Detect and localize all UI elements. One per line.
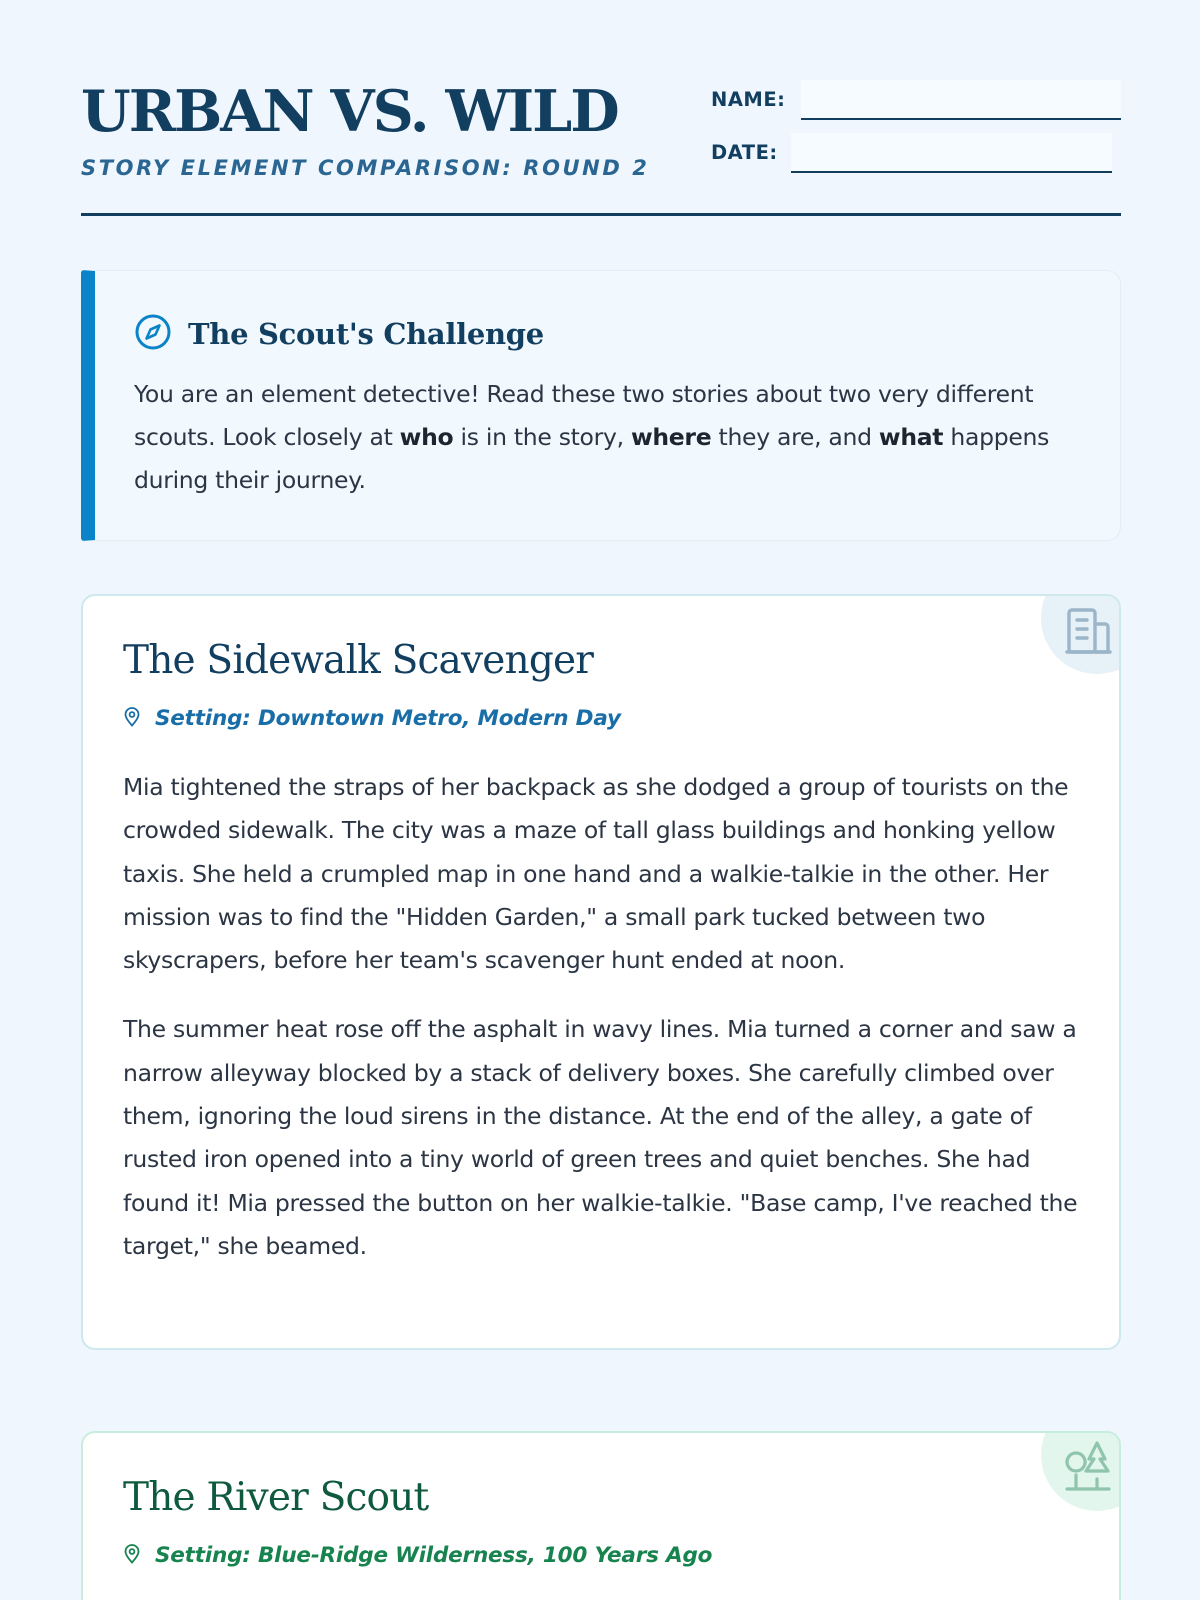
story-paragraph: The summer heat rose off the asphalt in wavy lines. Mia turned a corner and saw a narrow alleyway blocked by a stack of delivery boxes. She carefully climbed over them, ignoring the loud sirens in the distance. At the end of the alley, a gate of rusted iron opened into a tiny world of green trees and quiet benches. She had found it! Mia pressed the button on her walkie-talkie. "Base camp, I've reached the target," she beamed.: [123, 1015, 1078, 1260]
emphasis-what: what: [878, 423, 944, 451]
story-title: The Sidewalk Scavenger: [123, 638, 594, 683]
challenge-box: [81, 270, 1121, 541]
name-field[interactable]: [801, 80, 1121, 120]
worksheet-page: [81, 0, 1121, 1568]
challenge-instructions: You are an element detective! Read these two stories about two very different scouts. Look closely at who is in the story, where they are, and what happens during their journey.: [134, 380, 1050, 494]
story-title: The River Scout: [123, 1475, 429, 1520]
page-title: URBAN VS. WILD: [81, 78, 618, 145]
name-label: NAME:: [711, 88, 786, 111]
story-paragraph: Mia tightened the straps of her backpack as she dodged a group of tourists on the crowded sidewalk. The city was a maze of tall glass buildings and honking yellow taxis. She held a crumpled map in one hand and a walkie-talkie in the other. Her mission was to find the "Hidden Garden," a small park tucked between two skyscrapers, before her team's scavenger hunt ended at noon.: [123, 773, 1069, 975]
trees-icon: [1059, 1437, 1119, 1497]
story-setting: [123, 1543, 712, 1568]
story-setting: [123, 706, 621, 731]
story-card-wild: [81, 1431, 1121, 1600]
map-pin-icon: [123, 707, 141, 731]
setting-label: Setting: Downtown Metro, Modern Day: [155, 706, 621, 731]
building-icon: [1059, 600, 1119, 660]
page-subtitle: STORY ELEMENT COMPARISON: ROUND 2: [81, 156, 650, 180]
challenge-title: The Scout's Challenge: [188, 317, 544, 351]
story-card-city: [81, 594, 1121, 1350]
date-field[interactable]: [791, 133, 1112, 173]
emphasis-where: where: [630, 423, 712, 451]
date-label: DATE:: [711, 141, 778, 164]
worksheet-header: [81, 0, 1121, 216]
emphasis-who: who: [399, 423, 454, 451]
story-body: [123, 766, 1083, 1268]
map-pin-icon: [123, 1544, 141, 1568]
challenge-heading: [134, 313, 544, 355]
setting-label: Setting: Blue-Ridge Wilderness, 100 Years Ago: [155, 1543, 713, 1568]
compass-icon: [134, 313, 172, 355]
